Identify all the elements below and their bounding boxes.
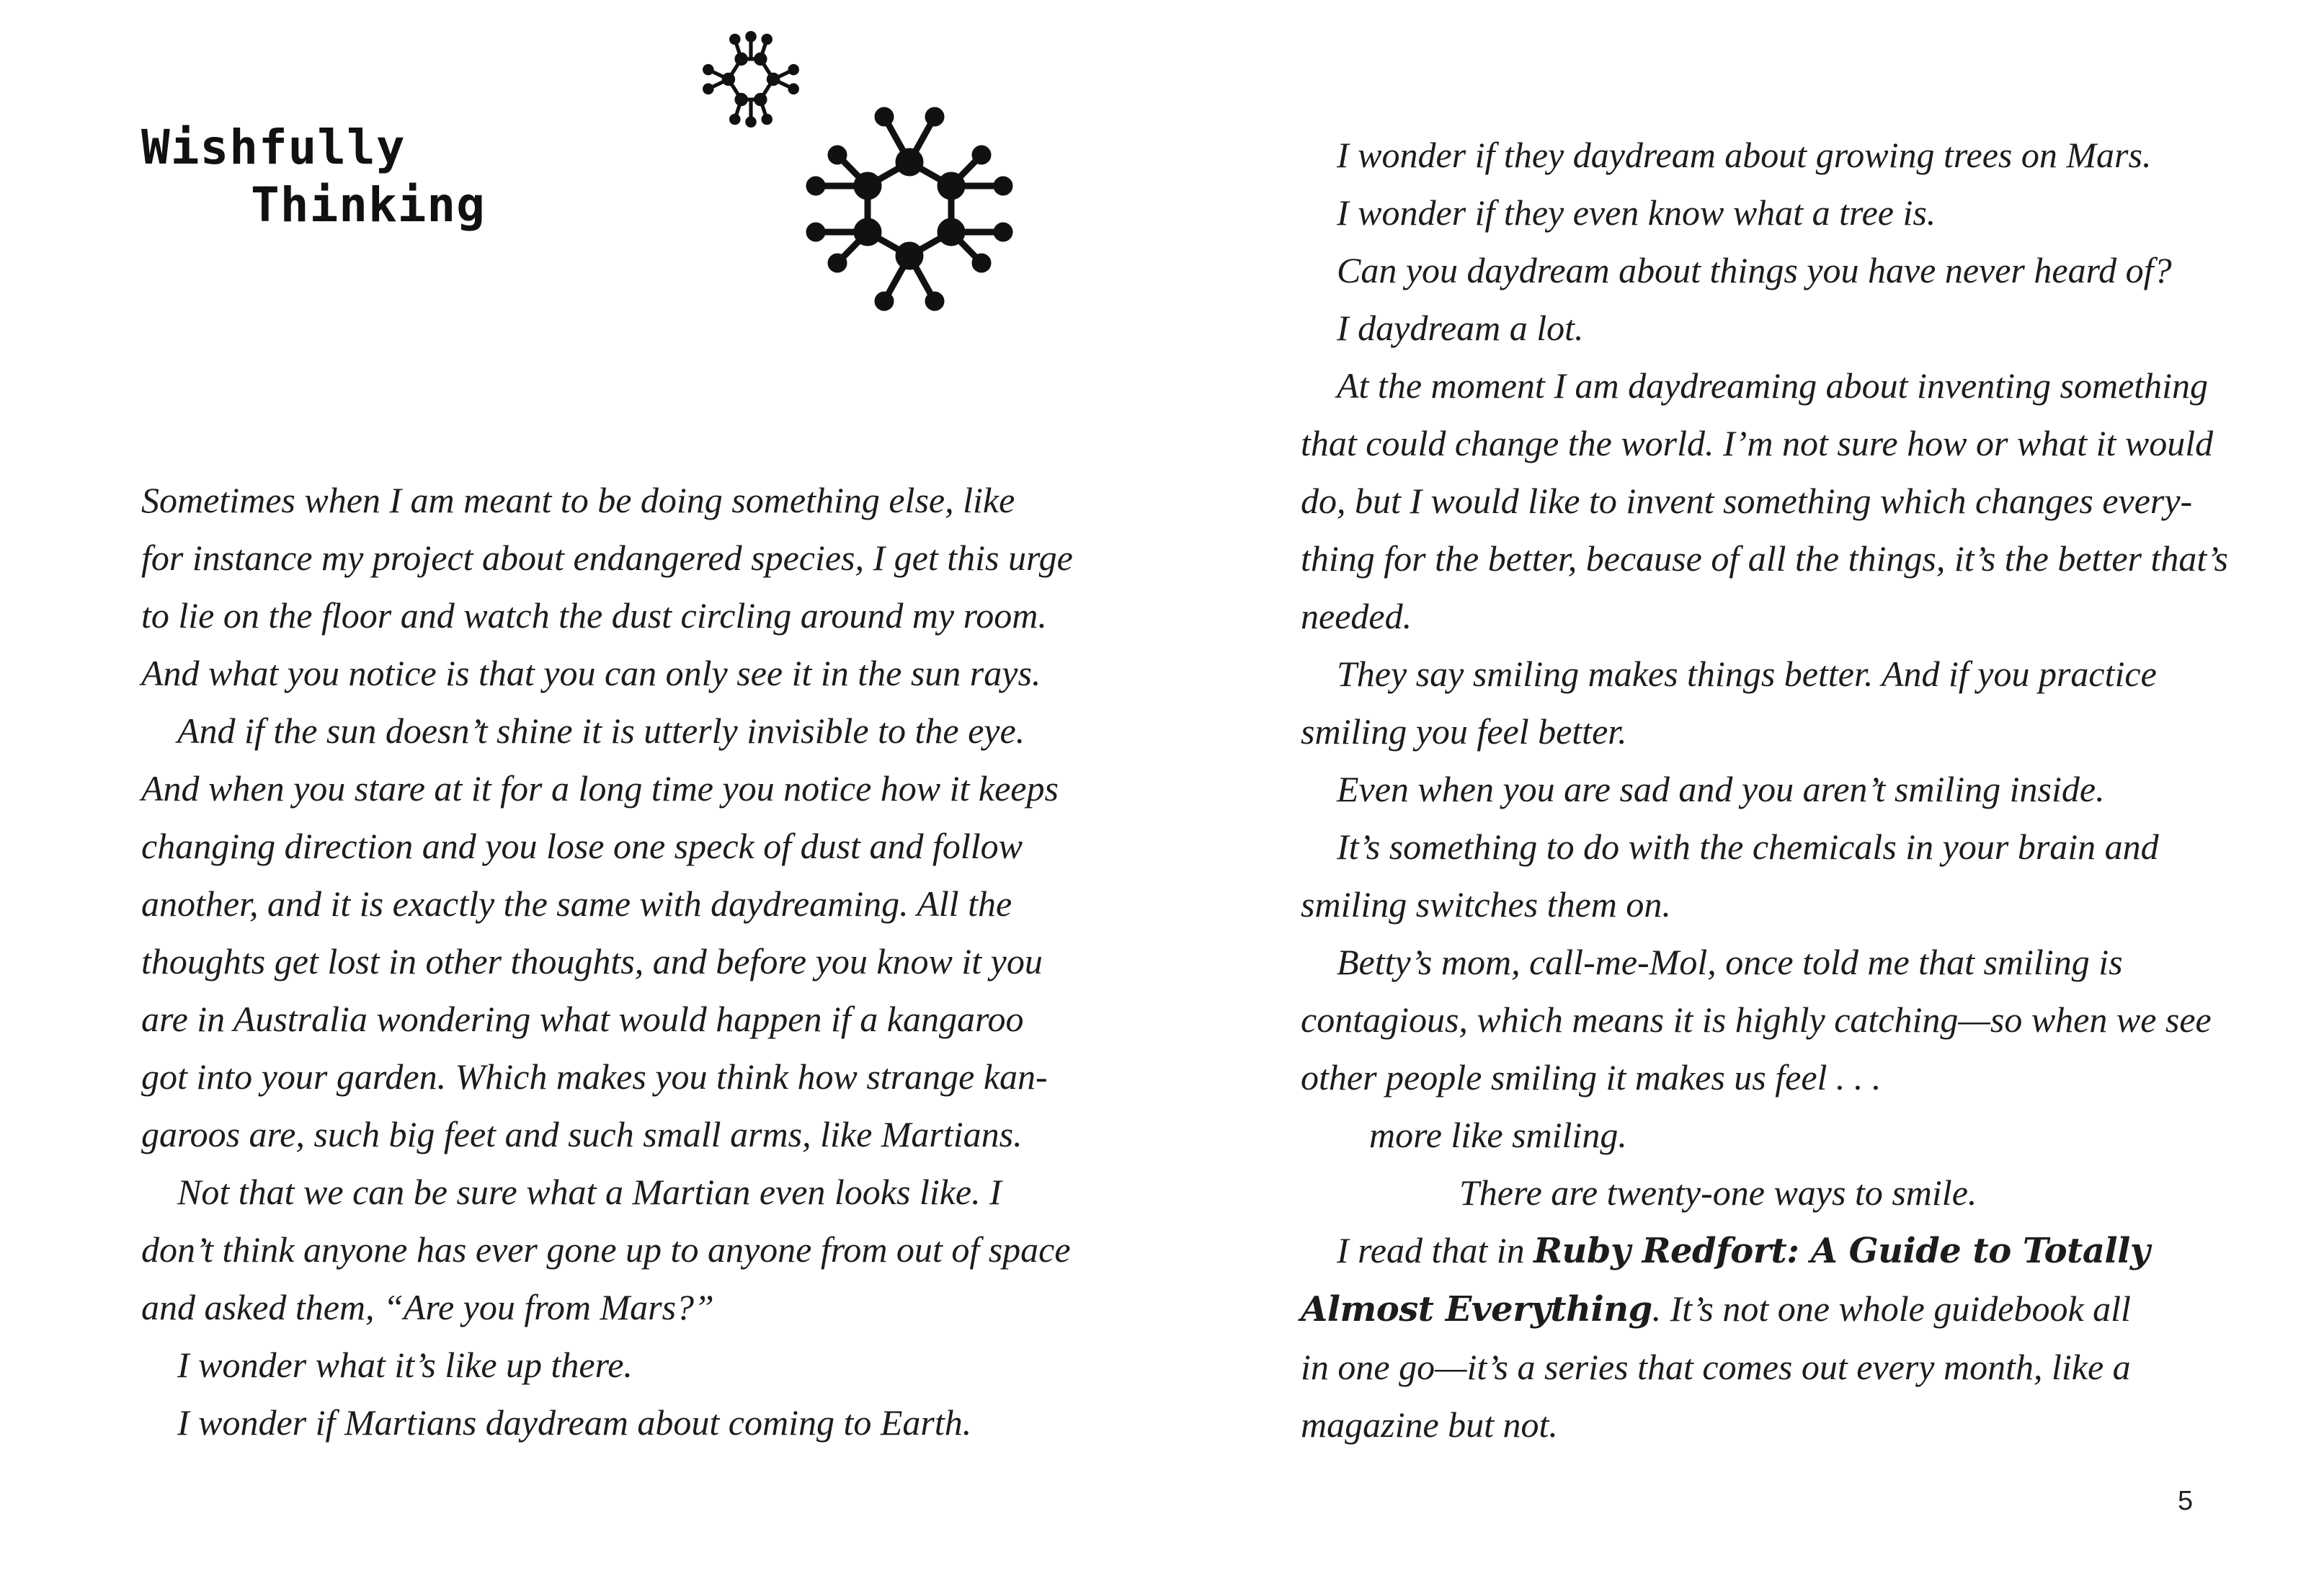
page-number: 5: [2178, 1486, 2194, 1516]
guide-reference-line-2: [1301, 1280, 2238, 1338]
text-line: I wonder what it’s like up there.: [177, 1345, 633, 1385]
text-line: garoos are, such big feet and such small arms, like Martians.: [141, 1114, 1023, 1154]
chapter-title-line-1: Wishfully: [141, 120, 406, 175]
text-line: There are twenty-one ways to smile.: [1459, 1172, 1977, 1213]
text-line: contagious, which means it is highly catching—so when we see: [1301, 999, 2212, 1040]
text-line: Even when you are sad and you aren’t smiling inside.: [1337, 769, 2105, 809]
text-line: And when you stare at it for a long time you notice how it keeps: [141, 768, 1059, 809]
guide-line-suffix: . It’s not one whole guidebook all: [1652, 1288, 2131, 1329]
text-line: to lie on the floor and watch the dust circling around my room.: [141, 595, 1047, 636]
text-line: Sometimes when I am meant to be doing something else, like: [141, 480, 1015, 520]
text-line: Can you daydream about things you have never heard of?: [1337, 250, 2172, 290]
guide-line-prefix: I read that in: [1337, 1230, 1534, 1270]
guide-title-part-1: Ruby Redfort: A Guide to Totally: [1533, 1231, 2150, 1271]
chapter-title-line-2: Thinking: [251, 177, 486, 233]
text-line: And what you notice is that you can only see it in the sun rays.: [141, 653, 1041, 693]
text-line: smiling you feel better.: [1301, 711, 1627, 752]
text-line: I wonder if Martians daydream about coming to Earth.: [177, 1402, 972, 1443]
text-line: changing direction and you lose one speck of dust and follow: [141, 826, 1023, 866]
text-line: needed.: [1301, 596, 1412, 636]
guide-reference-line: [1301, 1221, 2238, 1280]
text-line: At the moment I am daydreaming about inventing something: [1337, 365, 2209, 406]
left-page-body: [141, 471, 1078, 1451]
text-line: and asked them, “Are you from Mars?”: [141, 1287, 714, 1327]
text-line: I wonder if they daydream about growing trees on Mars.: [1337, 135, 2152, 175]
chapter-title: [141, 119, 486, 234]
text-line: in one go—it’s a series that comes out every month, like a: [1301, 1347, 2131, 1387]
text-line: magazine but not.: [1301, 1404, 1558, 1445]
text-line: got into your garden. Which makes you think how strange kan-: [141, 1056, 1048, 1097]
text-line: that could change the world. I’m not sure how or what it would: [1301, 423, 2214, 463]
right-page-body: [1301, 126, 2238, 1453]
text-line: I wonder if they even know what a tree is.: [1337, 192, 1936, 233]
text-line: for instance my project about endangered species, I get this urge: [141, 538, 1073, 578]
snowflake-molecule-icon: [801, 101, 1018, 317]
text-line: thing for the better, because of all the things, it’s the better that’s: [1301, 538, 2228, 579]
guide-title-part-2: Almost Everything: [1301, 1289, 1652, 1330]
text-line: more like smiling.: [1369, 1115, 1627, 1155]
text-line: I daydream a lot.: [1337, 308, 1584, 348]
text-line: are in Australia wondering what would happen if a kangaroo: [141, 999, 1024, 1039]
text-line: don’t think anyone has ever gone up to anyone from out of space: [141, 1229, 1071, 1270]
text-line: thoughts get lost in other thoughts, and before you know it you: [141, 941, 1043, 981]
text-line: And if the sun doesn’t shine it is utterly invisible to the eye.: [177, 711, 1025, 751]
text-line: do, but I would like to invent something which changes every-: [1301, 481, 2193, 521]
text-line: Betty’s mom, call-me-Mol, once told me that smiling is: [1337, 942, 2123, 982]
text-line: They say smiling makes things better. And if you practice: [1337, 654, 2157, 694]
text-line: smiling switches them on.: [1301, 884, 1671, 925]
text-line: another, and it is exactly the same with daydreaming. All the: [141, 883, 1012, 924]
snowflake-molecule-icon: [698, 26, 804, 133]
text-line: other people smiling it makes us feel . . .: [1301, 1057, 1882, 1097]
text-line: Not that we can be sure what a Martian even looks like. I: [177, 1172, 1002, 1212]
text-line: It’s something to do with the chemicals in your brain and: [1337, 827, 2159, 867]
